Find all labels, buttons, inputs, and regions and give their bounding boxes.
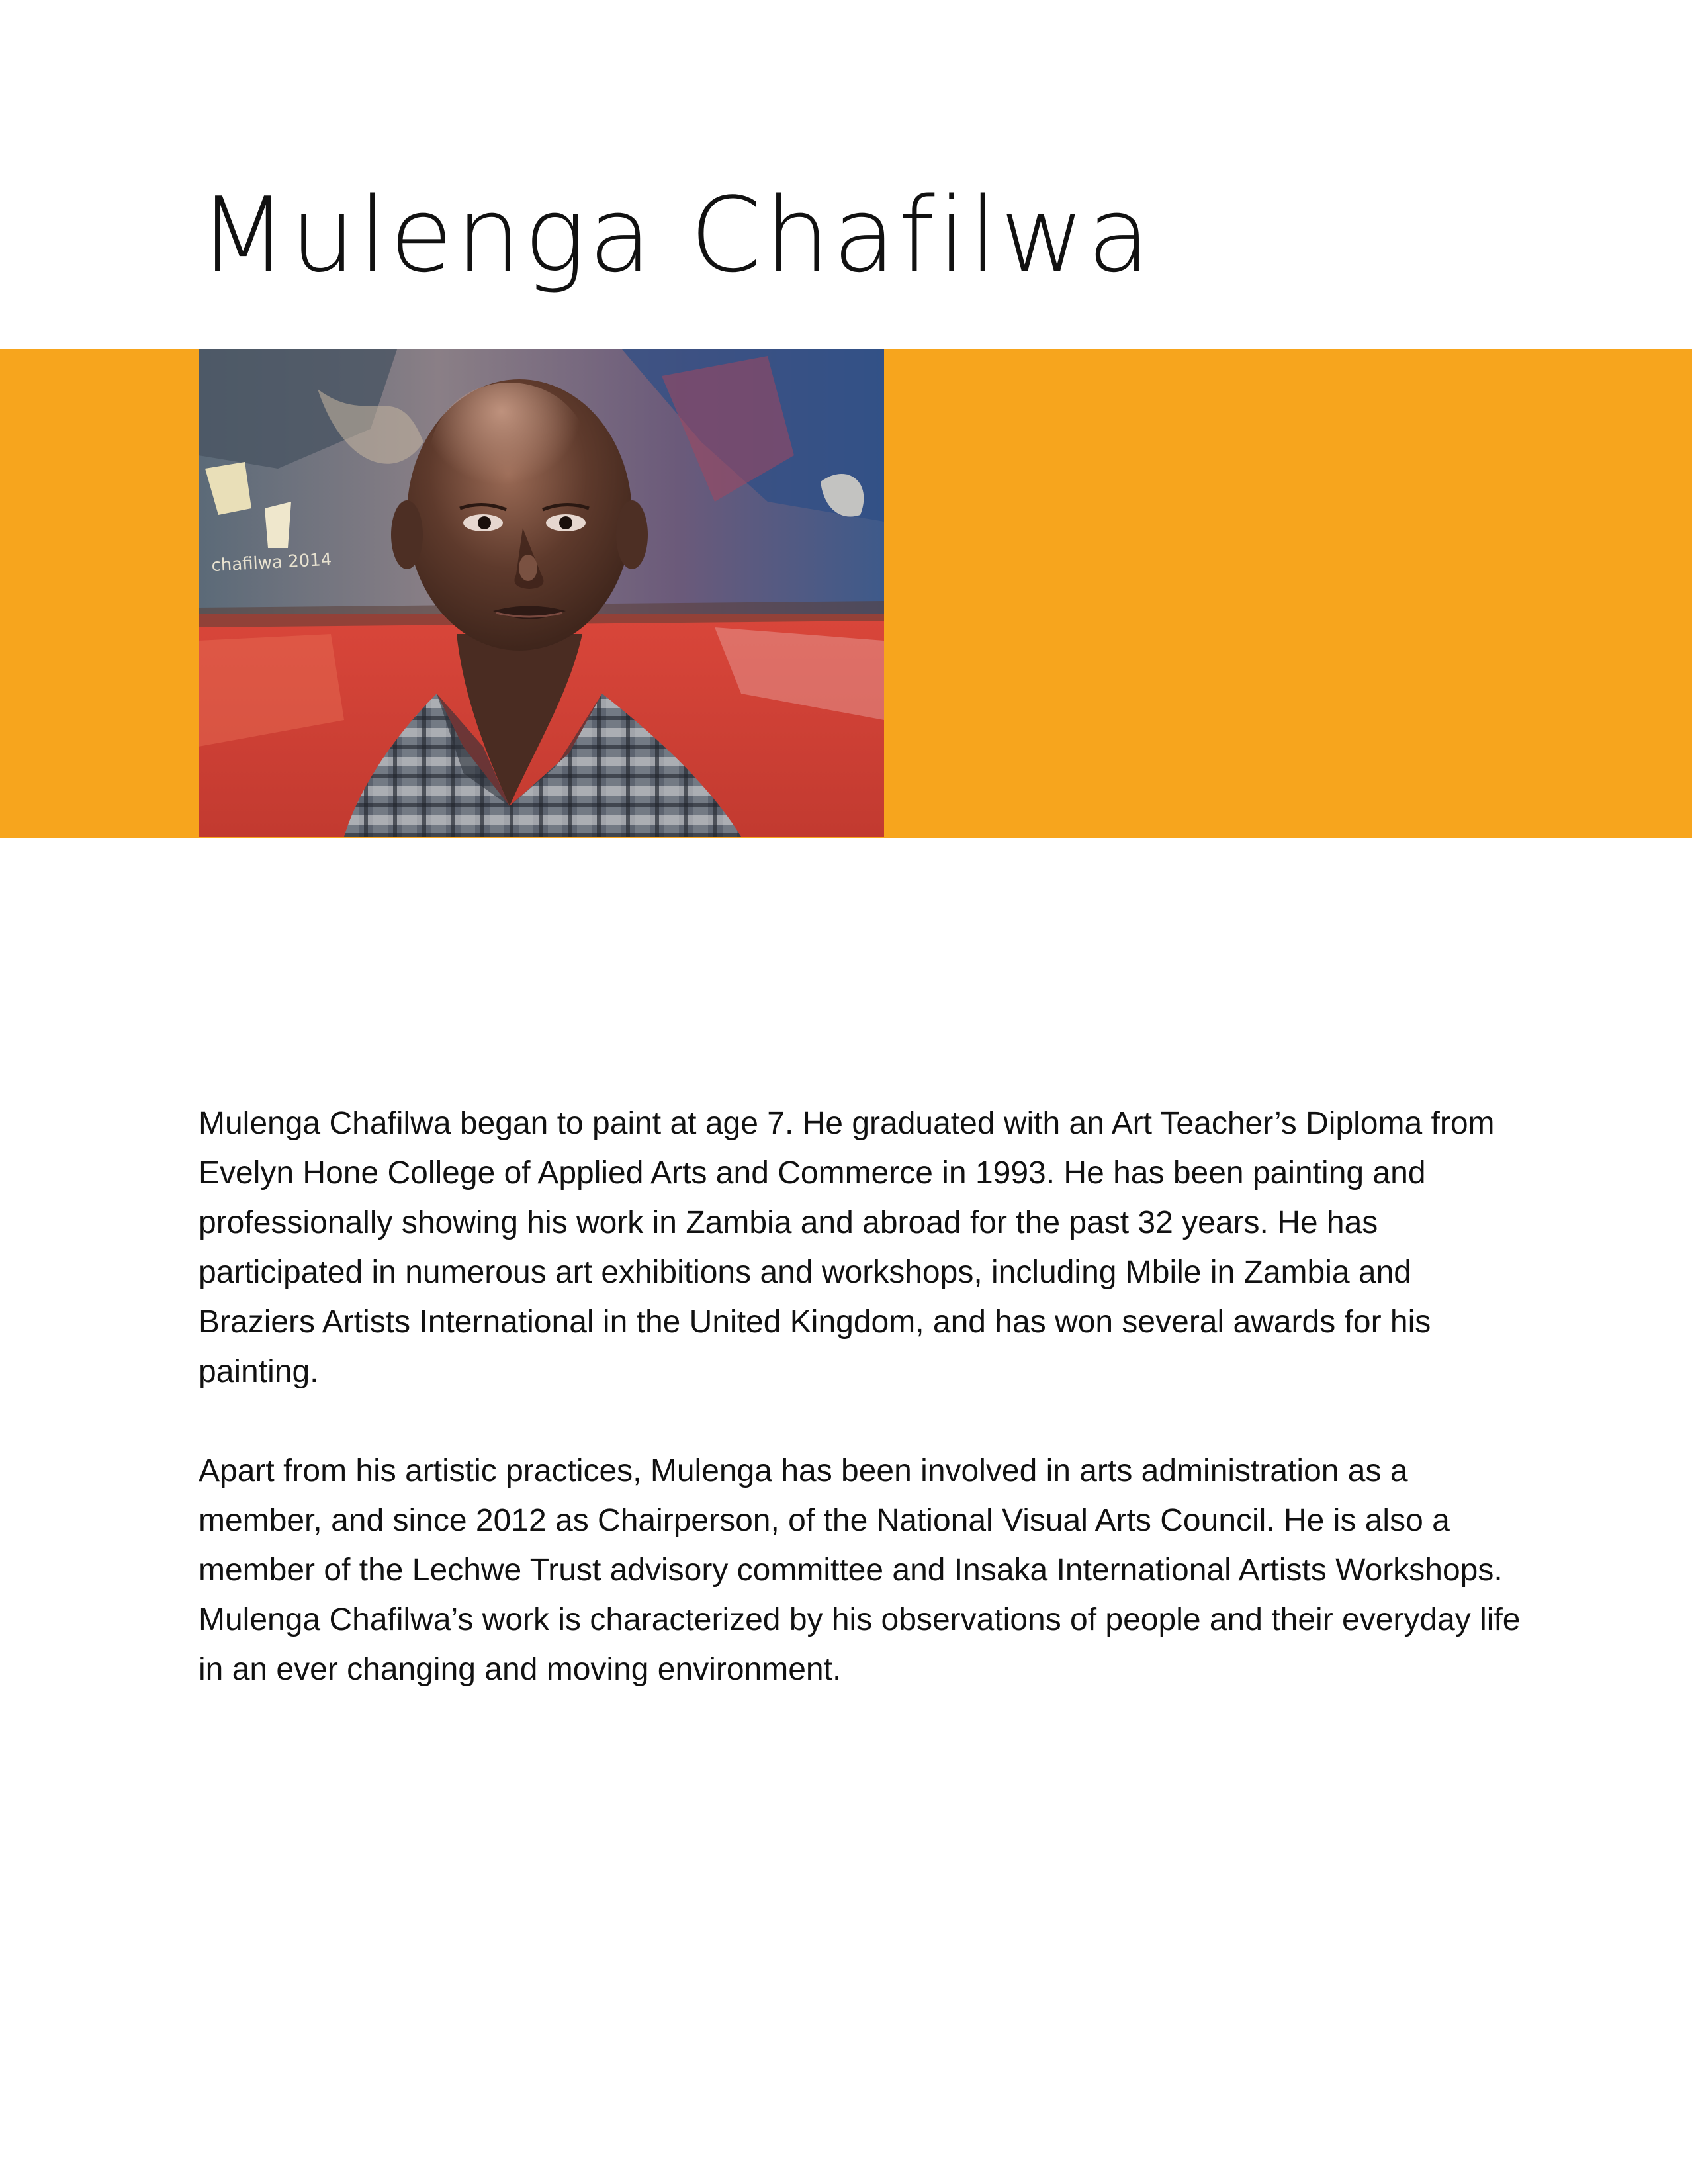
artist-portrait-photo <box>199 349 884 837</box>
portrait-illustration <box>199 349 884 837</box>
artist-biography <box>199 1099 1595 1744</box>
painting-signature: chafilwa 2014 <box>210 549 333 576</box>
bio-paragraph: Apart from his artistic practices, Mulenga has been involved in arts administration as a member, and since 2012 as Chairperson, of the National Visual Arts Council. He is also a member of the Lechwe Trust advisory committee and Insaka International Artists Workshops. Mulenga Chafilwa’s work is characterized by his observations of people and their everyday life in an ever changing and moving environment. <box>199 1453 1521 1687</box>
page-title: Mulenga Chafilwa <box>199 175 1153 295</box>
bio-paragraph: Mulenga Chafilwa began to paint at age 7. He graduated with an Art Teacher’s Diploma from Evelyn Hone College of Applied Arts and Commerce in 1993. He has been painting and professionally showing his work in Zambia and abroad for the past 32 years. He has participated in numerous art exhibitions and workshops, including Mbile in Zambia and Braziers Artists International in the United Kingdom, and has won several awards for his painting. <box>199 1106 1495 1389</box>
